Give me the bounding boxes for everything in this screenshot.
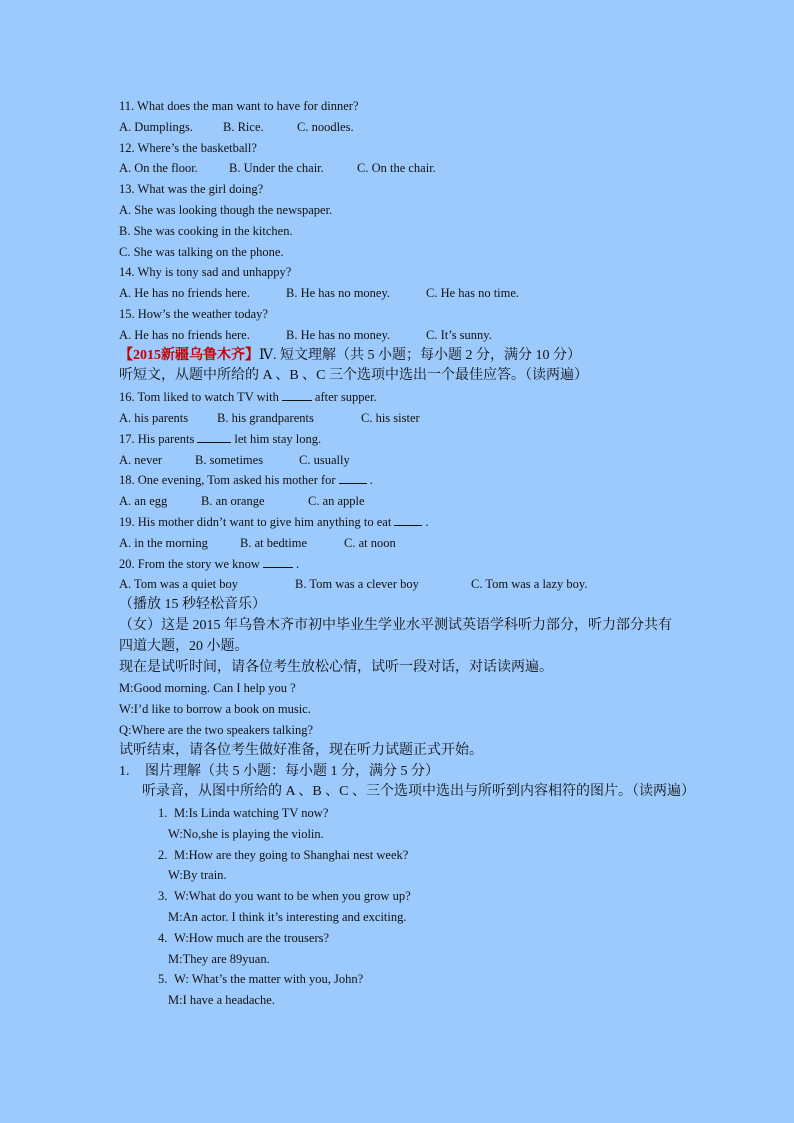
option-a: A. Dumplings. [119,119,193,134]
trial-end-text: 试听结束，请各位考生做好准备，现在听力试题正式开始。 [119,742,483,758]
options-12 [119,158,739,179]
question-11 [119,96,739,117]
dialogue-line: M:How are they going to Shanghai nest week? [174,847,409,862]
dialogue-line: M:I have a headache. [168,993,275,1008]
script-4-line-1 [158,928,778,949]
dialogue-line: W:What do you want to be when you grow up? [174,889,411,904]
answer-blank [282,388,312,401]
section-4-instruction [119,366,739,387]
answer-blank [263,555,293,568]
question-text: 11. What does the man want to have for dinner? [119,99,359,113]
question-15 [119,304,739,325]
script-number: 4. [158,930,168,945]
option-b: B. at bedtime [240,535,307,550]
question-text: 14. Why is tony sad and unhappy? [119,265,292,280]
options-20 [119,574,739,595]
trial-dialogue-3 [119,720,739,741]
option-c: C. his sister [361,410,420,425]
option-b: B. his grandparents [217,410,314,425]
option-a: A. his parents [119,410,189,425]
trial-dialogue-1 [119,678,739,699]
question-14 [119,262,739,283]
part-number: 1. [119,763,130,779]
script-2-line-1 [158,845,778,866]
script-number: 2. [158,847,168,862]
answer-blank [197,430,231,443]
dialogue-line: W:How much are the trousers? [174,930,330,945]
question-18 [119,470,739,491]
script-number: 3. [158,889,168,904]
question-12 [119,138,739,159]
script-number: 1. [158,806,168,821]
options-15 [119,325,739,346]
option-a: A. an egg [119,494,168,509]
dialogue-line: M:An actor. I think it’s interesting and exciting. [168,910,407,925]
option-a: A. He has no friends here. [119,286,250,301]
options-16 [119,408,739,429]
question-text: 12. Where’s the basketball? [119,140,257,155]
question-text: 13. What was the girl doing? [119,182,264,197]
script-5-line-1 [158,969,778,990]
option-c: C. noodles. [297,119,354,134]
music-note [119,595,739,616]
question-text: 20. From the story we know [119,556,260,571]
section-4-heading [119,346,739,367]
option-a: A. He has no friends here. [119,327,250,342]
option-b: B. Under the chair. [229,161,324,176]
dialogue-line: M:They are 89yuan. [168,951,270,966]
question-text-end: . [369,473,373,488]
option-c: C. an apple [308,494,365,509]
option-13-b [119,221,739,242]
answer-blank [394,513,422,526]
source-tag: 【2015新疆乌鲁木齐】 [119,347,259,363]
option-c: C. She was talking on the phone. [119,244,284,259]
question-text: 18. One evening, Tom asked his mother for [119,473,336,488]
option-c: C. at noon [344,535,396,550]
script-number: 5. [158,972,168,987]
option-c: C. It’s sunny. [426,327,492,342]
question-16 [119,387,739,408]
dialogue-line: Q:Where are the two speakers talking? [119,722,314,737]
question-text-end: let him stay long. [234,431,322,446]
options-18 [119,491,739,512]
question-text: 17. His parents [119,431,195,446]
dialogue-line: W:I’d like to borrow a book on music. [119,702,311,717]
option-b: B. sometimes [195,452,264,467]
dialogue-line: M:Good morning. Can I help you ? [119,681,296,696]
option-c: C. Tom was a lazy boy. [471,577,588,592]
option-13-a [119,200,739,221]
answer-blank [339,471,367,484]
part-title: 图片理解（共 5 小题：每小题 1 分，满分 5 分） [145,763,439,779]
question-text: 15. How’s the weather today? [119,306,268,321]
instruction-text: 听录音，从图中所给的 A 、B 、C 、三个选项中选出与所听到内容相符的图片。（读两遍） [142,784,696,800]
dialogue-line: M:Is Linda watching TV now? [174,806,329,821]
section-title: Ⅳ. 短文理解（共 5 小题；每小题 2 分，满分 10 分） [259,347,581,363]
option-b: B. Rice. [223,119,264,134]
options-14 [119,283,739,304]
question-text-end: . [295,556,300,571]
question-text: 19. His mother didn’t want to give him anything to eat [119,514,392,529]
question-19 [119,512,739,533]
option-c: C. He has no time. [426,286,520,301]
dialogue-line: W:No,she is playing the violin. [168,826,324,841]
option-a: A. Tom was a quiet boy [119,577,239,592]
script-1-line-2 [168,824,788,845]
intro-text: 四道大题，20 小题。 [119,638,249,654]
intro-line-1 [119,616,739,637]
option-c: C. On the chair. [357,161,436,176]
trial-text: 现在是试听时间，请各位考生放松心情，试听一段对话，对话读两遍。 [119,659,553,675]
question-text-end: . [425,514,429,529]
part-1-instruction [142,782,762,803]
script-3-line-2 [168,907,788,928]
option-13-c [119,242,739,263]
question-17 [119,429,739,450]
question-text-end: after supper. [314,390,377,405]
question-13 [119,179,739,200]
part-1-heading [119,762,739,783]
trial-dialogue-2 [119,699,739,720]
option-a: A. in the morning [119,535,208,550]
dialogue-line: W:By train. [168,868,227,883]
script-5-line-2 [168,990,788,1011]
script-4-line-2 [168,949,788,970]
script-1-line-1 [158,803,778,824]
document-page [0,96,794,1011]
question-text: 16. Tom liked to watch TV with [119,390,279,405]
option-a: A. never [119,452,163,467]
option-b: B. She was cooking in the kitchen. [119,223,293,238]
option-c: C. usually [299,452,350,467]
music-text: （播放 15 秒轻松音乐） [119,597,266,613]
question-20 [119,554,739,575]
option-a: A. She was looking though the newspaper. [119,202,333,217]
dialogue-line: W: What’s the matter with you, John? [174,972,364,987]
option-a: A. On the floor. [119,161,198,176]
option-b: B. He has no money. [286,286,391,301]
script-3-line-1 [158,886,778,907]
trial-end [119,741,739,762]
option-b: B. He has no money. [286,327,391,342]
option-b: B. an orange [201,494,265,509]
instruction-text: 听短文，从题中所给的 A 、B 、C 三个选项中选出一个最佳应答。（读两遍） [119,368,589,384]
intro-line-2 [119,637,739,658]
options-17 [119,450,739,471]
options-11 [119,117,739,138]
options-19 [119,533,739,554]
trial-instruction [119,658,739,679]
script-2-line-2 [168,865,788,886]
intro-text: （女）这是 2015 年乌鲁木齐市初中毕业生学业水平测试英语学科听力部分，听力部分共有 [119,617,672,633]
option-b: B. Tom was a clever boy [295,577,419,592]
